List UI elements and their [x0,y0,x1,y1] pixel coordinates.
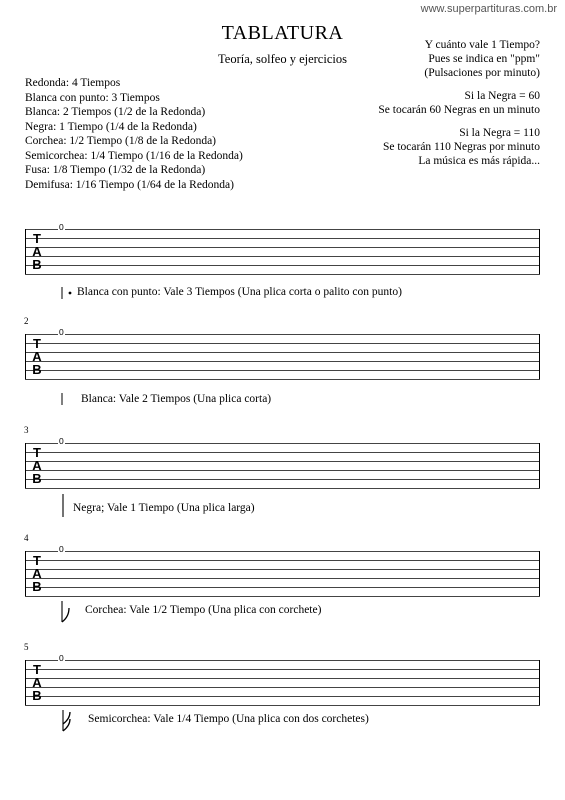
system-description: Blanca con punto: Vale 3 Tiempos (Una plica corta o palito con punto) [77,286,402,298]
system-description: Negra; Vale 1 Tiempo (Una plica larga) [73,502,255,514]
note-value-item: Corchea: 1/2 Tiempo (1/8 de la Redonda) [25,135,216,147]
tab-clef: T A B [32,553,42,594]
tempo-ppm: (Pulsaciones por minuto) [424,67,540,79]
tempo-question: Y cuánto vale 1 Tiempo? [424,39,540,51]
page-title: TABLATURA [221,22,344,44]
tempo-info [378,38,540,168]
note-value-item: Blanca con punto: 3 Tiempos [25,91,160,104]
tempo-example-60-desc: Se tocarán 60 Negras en un minuto [378,104,540,116]
tab-clef: T A B [32,231,42,272]
system-description: Semicorchea: Vale 1/4 Tiempo (Una plica con dos corchetes) [88,713,369,725]
sixteenth-icon [61,709,75,733]
tab-staff [25,327,540,379]
tab-clef: T A B [32,445,42,486]
page-subtitle: Teoría, solfeo y ejercicios [218,52,347,66]
fret-number: 0 [59,222,64,232]
tab-staff [25,544,540,596]
tab-clef: T A B [32,662,42,703]
tempo-example-110: Si la Negra = 110 [459,127,540,139]
tempo-example-60: Si la Negra = 60 [464,90,540,102]
note-values-list [25,76,243,192]
system-description: Blanca: Vale 2 Tiempos (Una plica corta) [81,393,272,405]
fret-number: 0 [59,436,64,446]
tab-system-2 [24,316,540,405]
note-value-item: Redonda: 4 Tiempos [25,77,121,89]
tab-system-1 [25,222,540,298]
tab-staff [25,436,540,488]
system-number: 5 [24,642,29,652]
note-value-item: Semicorchea: 1/4 Tiempo (1/16 de la Redonda) [25,149,243,162]
half-icon [58,392,68,408]
tab-system-3 [24,425,540,514]
tab-staff [25,222,540,274]
note-value-item: Negra: 1 Tiempo (1/4 de la Redonda) [25,120,197,133]
tab-system-4 [24,533,540,616]
fret-number: 0 [59,653,64,663]
eighth-icon [60,600,74,624]
system-number: 4 [24,533,29,543]
system-description: Corchea: Vale 1/2 Tiempo (Una plica con corchete) [85,604,322,616]
note-value-item: Blanca: 2 Tiempos (1/2 de la Redonda) [25,106,206,118]
note-value-item: Demifusa: 1/16 Tiempo (1/64 de la Redonda) [25,178,234,191]
tab-system-5 [24,642,540,725]
tab-staff [25,653,540,705]
tab-clef: T A B [32,336,42,377]
tempo-example-110-note: La música es más rápida... [418,155,540,167]
fret-number: 0 [59,327,64,337]
watermark: www.superpartituras.com.br [420,3,557,15]
system-number: 2 [24,316,29,326]
dotted-half-icon [58,285,78,301]
tempo-answer: Pues se indica en "ppm" [428,53,540,65]
note-value-item: Fusa: 1/8 Tiempo (1/32 de la Redonda) [25,164,206,176]
system-number: 3 [24,425,29,435]
fret-number: 0 [59,544,64,554]
tempo-example-110-desc: Se tocarán 110 Negras por minuto [382,141,540,153]
quarter-icon [59,493,69,519]
